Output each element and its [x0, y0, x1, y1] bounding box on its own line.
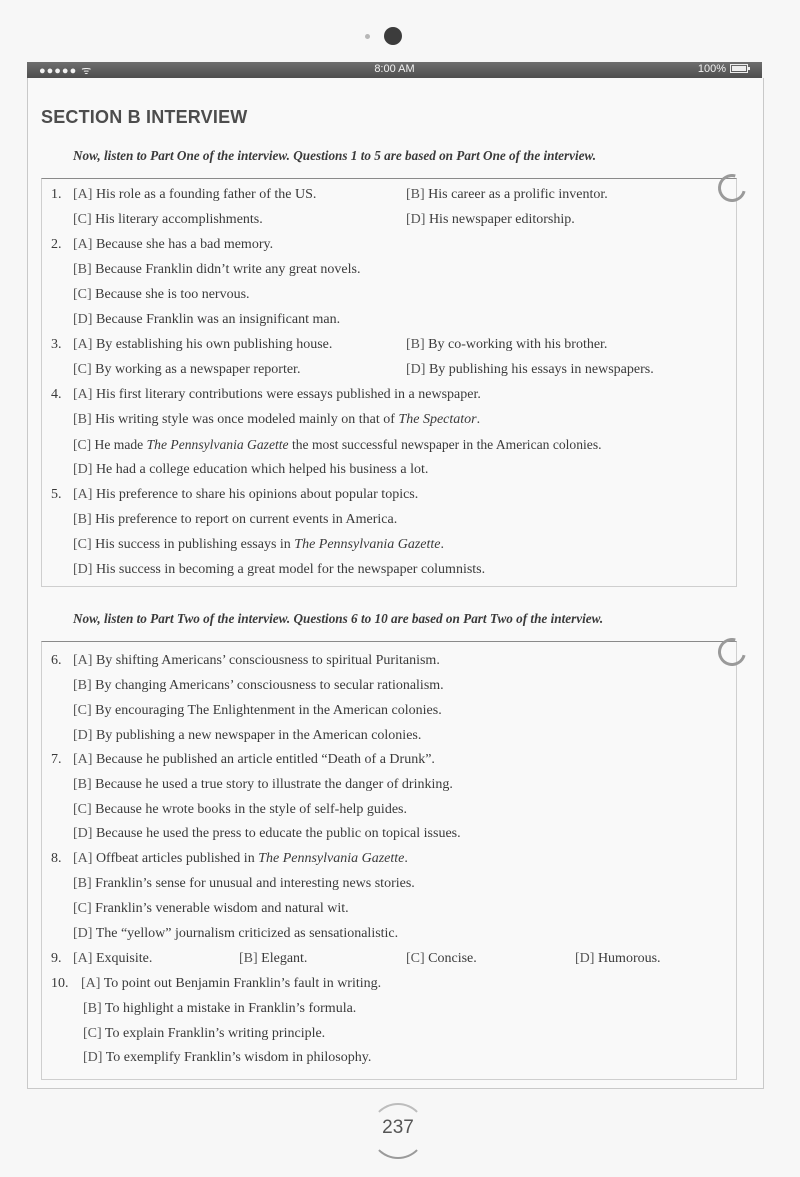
part-one-instruction: Now, listen to Part One of the interview. Questions 1 to 5 are based on Part One of the interview. [73, 148, 597, 163]
page-number: 237 [382, 1117, 414, 1138]
option-5a[interactable]: [A] His preference to share his opinions about popular topics. [73, 487, 419, 502]
option-2c[interactable]: [C] Because she is too nervous. [73, 287, 250, 302]
option-6a[interactable]: [A] By shifting Americans’ consciousness to spiritual Puritanism. [73, 653, 440, 668]
option-3d[interactable]: [D] By publishing his essays in newspapers. [406, 362, 654, 377]
option-6d[interactable]: [D] By publishing a new newspaper in the American colonies. [73, 728, 422, 743]
option-10b[interactable]: [B] To highlight a mistake in Franklin’s formula. [83, 1001, 357, 1016]
battery-percent: 100% [697, 63, 726, 75]
option-7b[interactable]: [B] Because he used a true story to illustrate the danger of drinking. [73, 777, 453, 792]
option-2a[interactable]: [A] Because she has a bad memory. [73, 237, 274, 252]
option-9b[interactable]: [B] Elegant. [239, 951, 308, 966]
option-5b[interactable]: [B] His preference to report on current events in America. [73, 512, 398, 527]
section-title: SECTION B INTERVIEW [41, 107, 248, 127]
option-9a[interactable]: [A] Exquisite. [73, 951, 153, 966]
option-4a[interactable]: [A] His first literary contributions were essays published in a newspaper. [73, 387, 481, 402]
question-number: 3. [51, 337, 62, 352]
option-1b[interactable]: [B] His career as a prolific inventor. [406, 187, 608, 202]
option-9c[interactable]: [C] Concise. [406, 951, 477, 966]
question-number: 2. [51, 237, 62, 252]
option-1d[interactable]: [D] His newspaper editorship. [406, 212, 575, 227]
device-camera [360, 27, 410, 47]
part-two-instruction: Now, listen to Part Two of the interview. Questions 6 to 10 are based on Part Two of the interview. [73, 611, 604, 626]
option-3b[interactable]: [B] By co-working with his brother. [406, 337, 608, 352]
option-8b[interactable]: [B] Franklin’s sense for unusual and interesting news stories. [73, 876, 415, 891]
option-7a[interactable]: [A] Because he published an article entitled “Death of a Drunk”. [73, 752, 435, 767]
option-8a[interactable]: [A] Offbeat articles published in The Pennsylvania Gazette. [73, 851, 408, 866]
option-7d[interactable]: [D] Because he used the press to educate the public on topical issues. [73, 826, 461, 841]
option-7c[interactable]: [C] Because he wrote books in the style of self-help guides. [73, 802, 407, 817]
question-number: 7. [51, 752, 62, 767]
option-10c[interactable]: [C] To explain Franklin’s writing principle. [83, 1026, 326, 1041]
battery-icon [730, 64, 748, 73]
option-8c[interactable]: [C] Franklin’s venerable wisdom and natural wit. [73, 901, 349, 916]
option-10a[interactable]: [A] To point out Benjamin Franklin’s fault in writing. [81, 976, 382, 991]
question-number: 8. [51, 851, 62, 866]
option-5c[interactable]: [C] His success in publishing essays in The Pennsylvania Gazette. [73, 537, 444, 552]
page-number-badge [370, 1103, 426, 1159]
camera-lens-icon [384, 27, 402, 45]
question-number: 6. [51, 653, 62, 668]
option-10d[interactable]: [D] To exemplify Franklin’s wisdom in philosophy. [83, 1050, 372, 1065]
option-4c[interactable]: [C] He made The Pennsylvania Gazette the most successful newspaper in the American colonies. [73, 437, 602, 452]
status-time: 8:00 AM [374, 63, 415, 75]
option-1a[interactable]: [A] His role as a founding father of the US. [73, 187, 317, 202]
option-9d[interactable]: [D] Humorous. [575, 951, 661, 966]
signal-wifi-icon: ●●●●● ᯤ [39, 65, 93, 77]
option-3c[interactable]: [C] By working as a newspaper reporter. [73, 362, 301, 377]
option-6c[interactable]: [C] By encouraging The Enlightenment in the American colonies. [73, 703, 442, 718]
question-number: 4. [51, 387, 62, 402]
option-3a[interactable]: [A] By establishing his own publishing house. [73, 337, 333, 352]
question-number: 1. [51, 187, 62, 202]
option-2d[interactable]: [D] Because Franklin was an insignificant man. [73, 312, 341, 327]
status-bar [27, 62, 762, 78]
option-8d[interactable]: [D] The “yellow” journalism criticized as sensationalistic. [73, 926, 399, 941]
question-number: 9. [51, 951, 62, 966]
camera-sensor-icon [365, 34, 370, 39]
option-1c[interactable]: [C] His literary accomplishments. [73, 212, 263, 227]
option-2b[interactable]: [B] Because Franklin didn’t write any great novels. [73, 262, 361, 277]
option-5d[interactable]: [D] His success in becoming a great model for the newspaper columnists. [73, 562, 486, 577]
option-4d[interactable]: [D] He had a college education which helped his business a lot. [73, 462, 429, 477]
battery-status [698, 63, 748, 75]
option-6b[interactable]: [B] By changing Americans’ consciousness to secular rationalism. [73, 678, 444, 693]
question-number: 5. [51, 487, 62, 502]
option-4b[interactable]: [B] His writing style was once modeled mainly on that of The Spectator. [73, 412, 481, 427]
question-number: 10. [51, 976, 69, 991]
